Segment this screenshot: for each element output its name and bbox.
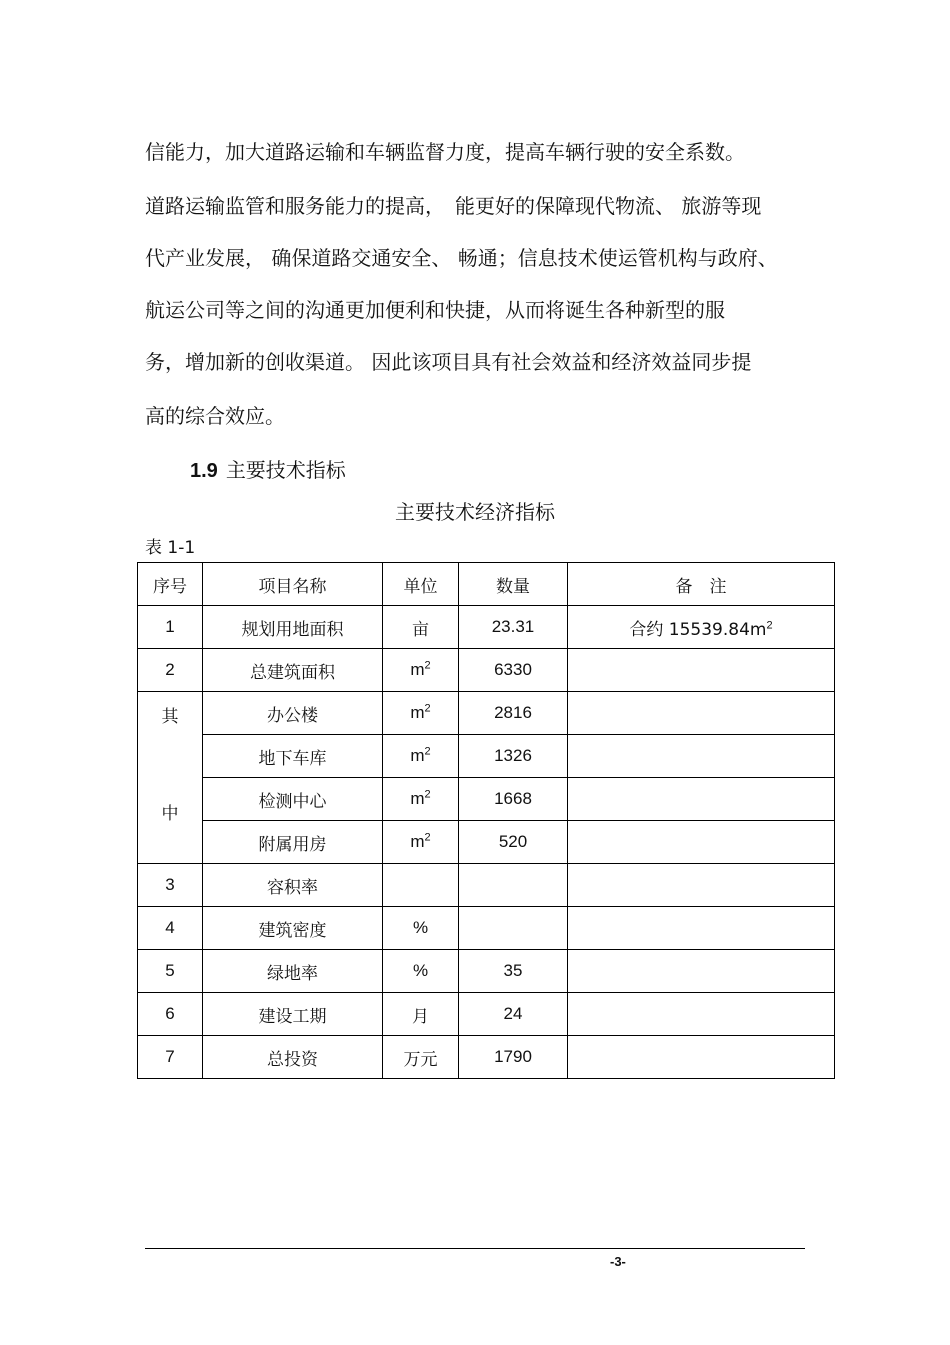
item-name: 绿地率 [203,950,383,993]
paragraph-line: 务，增加新的创收渠道。 因此该项目具有社会效益和经济效益同步提 [145,350,752,374]
spec-table [137,562,835,1079]
table-row [138,778,835,821]
table-row [138,950,835,993]
item-name: 建设工期 [203,993,383,1036]
item-note [568,864,835,907]
paragraph-line: 代产业发展， 确保道路交通安全、 畅通；信息技术使运管机构与政府、 [145,246,778,270]
row-number: 6 [138,993,203,1036]
item-unit: 月 [383,993,459,1036]
header-cell: 备 注 [568,563,835,606]
item-note [568,821,835,864]
table-row [138,692,835,735]
item-unit [383,864,459,907]
table-row [138,821,835,864]
superscript: 2 [424,659,431,672]
merged-label-top: 其 [161,707,179,727]
item-quantity: 2816 [459,692,568,735]
item-name: 办公楼 [203,692,383,735]
item-quantity: 1668 [459,778,568,821]
header-cell: 项目名称 [203,563,383,606]
row-number: 1 [138,606,203,649]
merged-label-cell [138,692,203,864]
item-unit [383,692,459,735]
unit-text: m [410,789,425,808]
merged-label-bottom: 中 [161,804,179,824]
table-label: 表 1-1 [145,538,196,558]
item-quantity: 24 [459,993,568,1036]
unit-text: m [410,746,425,765]
item-name: 规划用地面积 [203,606,383,649]
item-name: 地下车库 [203,735,383,778]
footer-rule [145,1248,805,1249]
item-note [568,1036,835,1079]
header-cell: 序号 [138,563,203,606]
superscript: 2 [424,831,431,844]
row-number: 7 [138,1036,203,1079]
section-heading [190,458,346,483]
superscript: 2 [766,618,773,631]
unit-text: m [410,660,425,679]
item-quantity: 6330 [459,649,568,692]
table-row [138,993,835,1036]
row-number: 2 [138,649,203,692]
item-name: 检测中心 [203,778,383,821]
item-unit [383,778,459,821]
header-cell: 单位 [383,563,459,606]
table-row [138,1036,835,1079]
item-unit [383,735,459,778]
item-note [568,606,835,649]
superscript: 2 [424,745,431,758]
item-note [568,907,835,950]
item-name: 总建筑面积 [203,649,383,692]
table-header-row [138,563,835,606]
item-quantity [459,864,568,907]
item-quantity: 1790 [459,1036,568,1079]
item-unit: % [383,907,459,950]
paragraph-line: 航运公司等之间的沟通更加便利和快捷，从而将诞生各种新型的服 [145,298,725,322]
note-text: 合约 15539.84m [629,619,767,640]
paragraph-line: 高的综合效应。 [145,404,285,428]
item-note [568,950,835,993]
superscript: 2 [424,702,431,715]
item-name: 附属用房 [203,821,383,864]
item-unit [383,649,459,692]
item-note [568,692,835,735]
table-row [138,606,835,649]
item-quantity: 1326 [459,735,568,778]
item-name: 总投资 [203,1036,383,1079]
item-name: 容积率 [203,864,383,907]
item-unit [383,821,459,864]
item-quantity [459,907,568,950]
row-number: 5 [138,950,203,993]
section-number: 1.9 [190,460,218,482]
table-row [138,735,835,778]
item-note [568,735,835,778]
table-title: 主要技术经济指标 [395,500,555,524]
superscript: 2 [424,788,431,801]
table-row [138,907,835,950]
table-row [138,649,835,692]
item-unit: 万元 [383,1036,459,1079]
item-note [568,778,835,821]
row-number: 3 [138,864,203,907]
page-number: -3- [610,1254,626,1269]
item-unit: 亩 [383,606,459,649]
item-note [568,993,835,1036]
paragraph-line: 道路运输监管和服务能力的提高， 能更好的保障现代物流、 旅游等现 [145,194,762,218]
unit-text: m [410,832,425,851]
section-title: 主要技术指标 [225,458,346,482]
item-unit: % [383,950,459,993]
unit-text: m [410,703,425,722]
table-row [138,864,835,907]
paragraph-line: 信能力，加大道路运输和车辆监督力度，提高车辆行驶的安全系数。 [145,140,745,164]
item-quantity: 520 [459,821,568,864]
item-note [568,649,835,692]
item-name: 建筑密度 [203,907,383,950]
item-quantity: 35 [459,950,568,993]
header-cell: 数量 [459,563,568,606]
row-number: 4 [138,907,203,950]
item-quantity: 23.31 [459,606,568,649]
